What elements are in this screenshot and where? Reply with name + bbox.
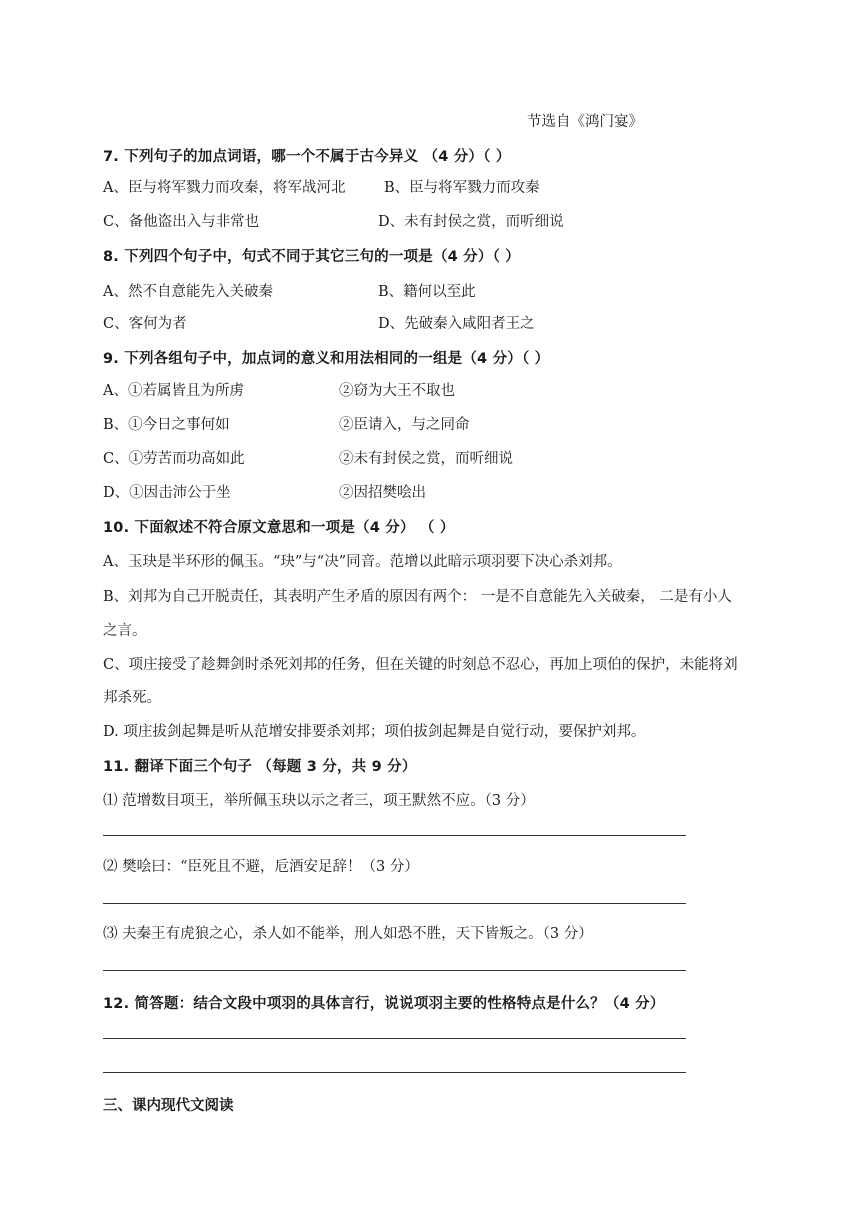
question-9-row-d-second: ②因招樊哙出 — [339, 485, 426, 501]
question-9-row-a-first: A、①若属皆且为所虏 — [103, 383, 244, 399]
question-7-option-c: C、备他盗出入与非常也 — [103, 214, 260, 230]
answer-line[interactable] — [103, 835, 686, 836]
question-12-stem: 12. 简答题：结合文段中项羽的具体言行，说说项羽主要的性格特点是什么？（4 分） — [103, 996, 665, 1012]
question-8-option-d: D、先破秦入咸阳者王之 — [378, 316, 535, 332]
answer-line[interactable] — [103, 970, 686, 971]
source-line: 节选自《鸿门宴》 — [527, 114, 643, 130]
question-7-option-d: D、未有封侯之赏，而听细说 — [378, 214, 564, 230]
question-11-item-1: ⑴ 范增数目项王，举所佩玉玦以示之者三，项王默然不应。（3 分） — [103, 793, 535, 809]
section-3-heading: 三、课内现代文阅读 — [103, 1098, 234, 1114]
answer-line[interactable] — [103, 1038, 686, 1039]
question-10-option-d: D. 项庄拔剑起舞是听从范增安排要杀刘邦；项伯拔剑起舞是自觉行动，要保护刘邦。 — [103, 724, 646, 740]
answer-line[interactable] — [103, 903, 686, 904]
question-10-option-b-line2: 之言。 — [103, 623, 147, 639]
question-10-option-a: A、玉玦是半环形的佩玉。“玦”与“决”同音。范增以此暗示项羽要下决心杀刘邦。 — [103, 554, 622, 570]
question-10-option-b-line1: B、刘邦为自己开脱责任，其表明产生矛盾的原因有两个： 一是不自意能先入关破秦， 二是有小人 — [103, 589, 732, 605]
question-7-option-a: A、臣与将军戮力而攻秦，将军战河北 — [103, 180, 346, 196]
question-9-stem: 9. 下列各组句子中，加点词的意义和用法相同的一组是（4 分）（ ） — [103, 351, 550, 367]
question-9-row-b-second: ②臣请入，与之同命 — [339, 417, 470, 433]
question-8-stem: 8. 下列四个句子中，句式不同于其它三句的一项是（4 分）（ ） — [103, 249, 520, 265]
question-10-option-c-line1: C、项庄接受了趁舞剑时杀死刘邦的任务，但在关键的时刻总不忍心，再加上项伯的保护，未能将刘 — [103, 657, 738, 673]
question-11-stem: 11. 翻译下面三个句子 （每题 3 分，共 9 分） — [103, 759, 417, 775]
question-9-row-c-first: C、①劳苦而功高如此 — [103, 451, 245, 467]
question-9-row-c-second: ②未有封侯之赏，而听细说 — [339, 451, 513, 467]
question-7-option-b: B、臣与将军戮力而攻秦 — [384, 180, 540, 196]
question-9-row-d-first: D、①因击沛公于坐 — [103, 485, 231, 501]
question-8-option-c: C、客何为者 — [103, 316, 187, 332]
question-8-option-b: B、籍何以至此 — [378, 284, 476, 300]
question-7-stem: 7. 下列句子的加点词语，哪一个不属于古今异义 （4 分）（ ） — [103, 149, 511, 165]
question-10-option-c-line2: 邦杀死。 — [103, 690, 161, 706]
answer-line[interactable] — [103, 1072, 686, 1073]
question-8-option-a: A、然不自意能先入关破秦 — [103, 284, 273, 300]
question-10-stem: 10. 下面叙述不符合原文意思和一项是（4 分） （ ） — [103, 520, 455, 536]
question-11-item-3: ⑶ 夫秦王有虎狼之心，杀人如不能举，刑人如恐不胜，天下皆叛之。（3 分） — [103, 926, 593, 942]
question-11-item-2: ⑵ 樊哙曰：“臣死且不避，卮酒安足辞！（3 分） — [103, 859, 419, 875]
question-9-row-a-second: ②窃为大王不取也 — [339, 383, 455, 399]
question-9-row-b-first: B、①今日之事何如 — [103, 417, 230, 433]
